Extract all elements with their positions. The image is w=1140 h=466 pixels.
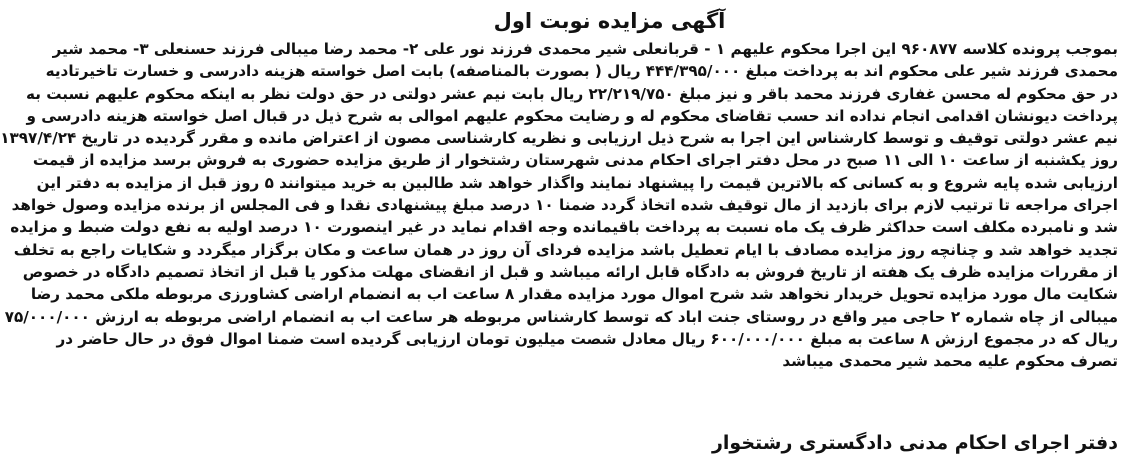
notice-body bbox=[0, 38, 1118, 372]
notice-line: بموجب پرونده کلاسه ۹۶۰۸۷۷ این اجرا محکوم علیهم ۱ - قربانعلی شیر محمدی فرزند نور علی ۲- محمد رضا میبالی فرزند حسنعلی ۳- محمد شیر bbox=[52, 40, 1118, 58]
notice-line: شکایت مال مورد مزایده تحویل خریدار نخواهد شد شرح اموال مورد مزایده مقدار ۸ ساعت اب به انضمام اراضی کشاورزی مربوطه ملکی محمد رضا bbox=[30, 285, 1118, 304]
notice-line: محمدی فرزند شیر علی محکوم اند به پرداخت مبلغ ۴۴۴/۳۹۵/۰۰۰ ریال ( بصورت بالمناصفه) بابت اصل خواسته هزینه دادرسی و خسارت تاخیرتادیه bbox=[45, 62, 1118, 81]
notice-line: اجرای مراجعه تا ترتیب لازم برای بازدید از مال توقیف شده اتخاذ گردد ضمنا ۱۰ درصد مبلغ پیشنهادی نقدا و فی المجلس از برنده مزایده وصول خواهد bbox=[11, 196, 1118, 215]
notice-line: نیم عشر دولتی توقیف و توسط کارشناس این اجرا به شرح ذیل ارزیابی و نظریه کارشناسی مصون از اعتراض مانده و مقرر گردیده در تاریخ ۱۳۹۷/۴/۲۴ bbox=[0, 129, 1118, 148]
notice-line: میبالی از چاه شماره ۲ حاجی میر واقع در روستای جنت اباد که توسط کارشناس مربوطه هر ساعت اب به انضمام اراضی مربوطه به ارزش ۷۵/۰۰۰/۰۰۰ bbox=[4, 307, 1118, 326]
notice-line: ارزیابی شده پایه شروع و به کسانی که بالاترین قیمت را پیشنهاد نمایند واگذار خواهد شد طالبین به خرید میتوانند ۵ روز قبل از مزایده به دفتر این bbox=[36, 173, 1118, 192]
notice-line: ریال که در مجموع ارزش ۸ ساعت به مبلغ ۶۰۰/۰۰۰/۰۰۰ ریال معادل شصت میلیون تومان ارزیابی گردیده است ضمنا اموال فوق در حال حاضر در bbox=[56, 329, 1118, 348]
notice-line: روز یکشنبه از ساعت ۱۰ الی ۱۱ صبح در محل دفتر اجرای احکام مدنی شهرستان رشتخوار از طریق مزایده حضوری به فروش برسد مزایده از قیمت bbox=[32, 151, 1118, 170]
notice-line: تجدید خواهد شد و چنانچه روز مزایده مصادف با ایام تعطیل باشد مزایده فردای آن روز در همان ساعت و مکان برگزار میگردد و شکایات راجع به تخلف bbox=[13, 240, 1118, 259]
notice-line: شد و نامبرده مکلف است حداکثر ظرف یک ماه نسبت به پرداخت باقیمانده وجه اقدام نماید در غیر اینصورت ۱۰ درصد اولیه به نفع دولت ضبط و مزایده bbox=[10, 218, 1118, 237]
notice-line: از مقررات مزایده ظرف یک هفته از تاریخ فروش به دادگاه قابل ارائه میباشد و قبل از انقضای مهلت مذکور یا قبل از اتخاذ تصمیم دادگاه در خصوص bbox=[22, 262, 1118, 281]
issuing-office: دفتر اجرای احکام مدنی دادگستری رشتخوار bbox=[711, 432, 1118, 454]
notice-line: تصرف محکوم علیه محمد شیر محمدی میباشد bbox=[782, 352, 1118, 371]
notice-line: در حق محکوم له محسن غفاری فرزند محمد باقر و نیز مبلغ ۲۲/۲۱۹/۷۵۰ ریال بابت نیم عشر دولتی در حق دولت نظر به اینکه محکوم علیهم نسبت به bbox=[26, 84, 1118, 103]
notice-line: پرداخت دیونشان اقدامی انجام نداده اند حسب تقاضای محکوم له و رضایت محکوم علیهم اموالی به شرح ذیل در قبال اصل خواسته هزینه دادرسی و bbox=[26, 106, 1118, 125]
notice-title: آگهی مزایده نوبت اول bbox=[493, 9, 726, 33]
